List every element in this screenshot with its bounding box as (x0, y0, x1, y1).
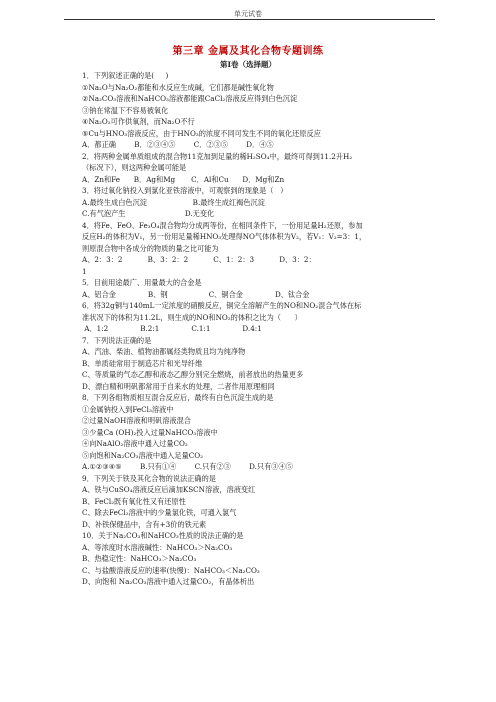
text-line: ②Na₂CO₃溶液和NaHCO₃溶液都能跟CaCl₂溶液反应得到白色沉淀 (82, 94, 298, 103)
text-line: 10．关于Na₂CO₃和NaHCO₃性质的说法正确的是 (82, 531, 244, 540)
document-title: 第三章 金属及其化合物专题训练 (172, 46, 324, 57)
text-line: D、补铁保健品中，含有+3价的铁元素 (82, 519, 207, 529)
text-line: 反应H₂的体积为V₁，另一份用足量稀HNO₃处理得NO气体体积为V₂，若V₁：V₂=3：1， (82, 232, 367, 241)
text-line: 6．将32g铜与140mL一定浓度的硝酸反应，铜完全溶解产生的NO和NO₂混合气体在标 (82, 301, 362, 310)
text-line: A．都正确 B．②③④⑤ C．②③⑤ D．④⑤ (82, 140, 274, 149)
text-line: 9．下列关于铁及其化合物的说法正确的是 (82, 473, 216, 483)
header-divider (64, 19, 435, 20)
text-line: 3．将过氧化钠投入到氯化亚铁溶液中，可观察到的现象是（ ） (82, 186, 288, 195)
text-line: A、汽油、柴油、植物油都属烃类物质且均为纯净物 (82, 347, 246, 356)
text-line: 2．将两种金属单质组成的混合物11克加到足量的稀H₂SO₄中，最终可得到11.2升H₂ (82, 151, 353, 161)
text-line: 7．下列说法正确的是 (82, 335, 152, 345)
text-line: ②过量NaOH溶液和明矾溶液混合 (82, 416, 191, 425)
text-line: A、铝合金 B、钢 C、铜合金 D、钛合金 (82, 289, 310, 299)
text-line: A.①②③④⑤ B.只有①④ C.只有②③ D.只有③④⑤ (82, 462, 293, 471)
text-line: 1．下列叙述正确的是( ) (82, 71, 169, 80)
text-line: A．1:2 B.2:1 C.1:1 D.4:1 (82, 324, 262, 333)
text-line: 8．下列各组物质相互混合反应后，最终有白色沉淀生成的是 (82, 393, 274, 402)
text-line: A.最终生成白色沉淀 B.最终生成红褐色沉淀 (82, 197, 265, 207)
text-line: B、FeCl₂既有氧化性又有还原性 (82, 496, 186, 506)
text-line: 5．目前用途最广、用量最大的合金是 (82, 278, 202, 287)
text-line: ①金属钠投入到FeCl₃溶液中 (82, 404, 174, 414)
text-line: 4．将Fe、FeO、Fe₃O₄混合物均分成两等份，在相同条件下，一份用足量H₂还原，参加 (82, 220, 363, 230)
text-line: C、与盐酸溶液反应的速率(快慢)：NaHCO₃＜Na₂CO₃ (82, 565, 260, 575)
text-line: 准状况下的体积为11.2L，则生成的NO和NO₂的体积之比为（ ） (82, 312, 302, 322)
text-line: （标况下），则这两种金属可能是 (82, 163, 187, 172)
text-line: ③少量Ca (OH)₂投入过量NaHCO₃溶液中 (82, 427, 218, 437)
text-line: A、2：3：2 B、3：2：2 C、1：2：3 D、3：2： (82, 255, 316, 264)
page-header: 单元试卷 (234, 10, 262, 18)
text-line: A．Zn和Fe B．Ag和Mg C．Al和Cu D．Mg和Zn (82, 174, 285, 184)
text-line: A、等浓度时水溶液碱性：NaHCO₃＞Na₂CO₃ (82, 542, 233, 552)
section-subtitle: 第Ⅰ卷（选择题） (219, 60, 276, 69)
text-line: B、热稳定性：NaHCO₃＞Na₂CO₃ (82, 554, 197, 563)
text-line: 则原混合物中各成分的物质的量之比可能为 (82, 243, 219, 253)
text-line: B、单质硅常用于制造芯片和光导纤维 (82, 358, 203, 368)
text-line: ⑤Cu与HNO₃溶液反应，由于HNO₃的浓度不同可发生不同的氧化还原反应 (82, 128, 321, 138)
text-line: C.有气泡产生 D.无变化 (82, 209, 215, 218)
text-line: D、向饱和 Na₂CO₃溶液中通入过量CO₂，有晶体析出 (82, 577, 255, 586)
text-line: C、除去FeCl₂溶液中的少量氯化铁，可通入氯气 (82, 508, 237, 517)
question-body (82, 70, 442, 588)
text-line: D、漂白精和明矾都常用于自来水的处理，二者作用原理相同 (82, 381, 275, 391)
text-line: ④向NaAlO₂溶液中通入过量CO₂ (82, 439, 188, 448)
text-line: ③钠在常温下不容易被氧化 (82, 105, 169, 115)
text-line: ④Na₂O₂可作供氧剂，而Na₂O不行 (82, 117, 195, 126)
text-line: ①Na₂O与Na₂O₂都能和水反应生成碱，它们都是碱性氧化物 (82, 82, 274, 92)
text-line: 1 (82, 266, 87, 276)
text-line: C、等质量的气态乙醇和液态乙醇分别完全燃烧，前者放出的热量更多 (82, 370, 304, 379)
text-line: ⑤向饱和Na₂CO₃溶液中通入足量CO₂ (82, 450, 204, 460)
text-line: A、铁与CuSO₄溶液反应后滴加KSCN溶液，溶液变红 (82, 485, 256, 494)
